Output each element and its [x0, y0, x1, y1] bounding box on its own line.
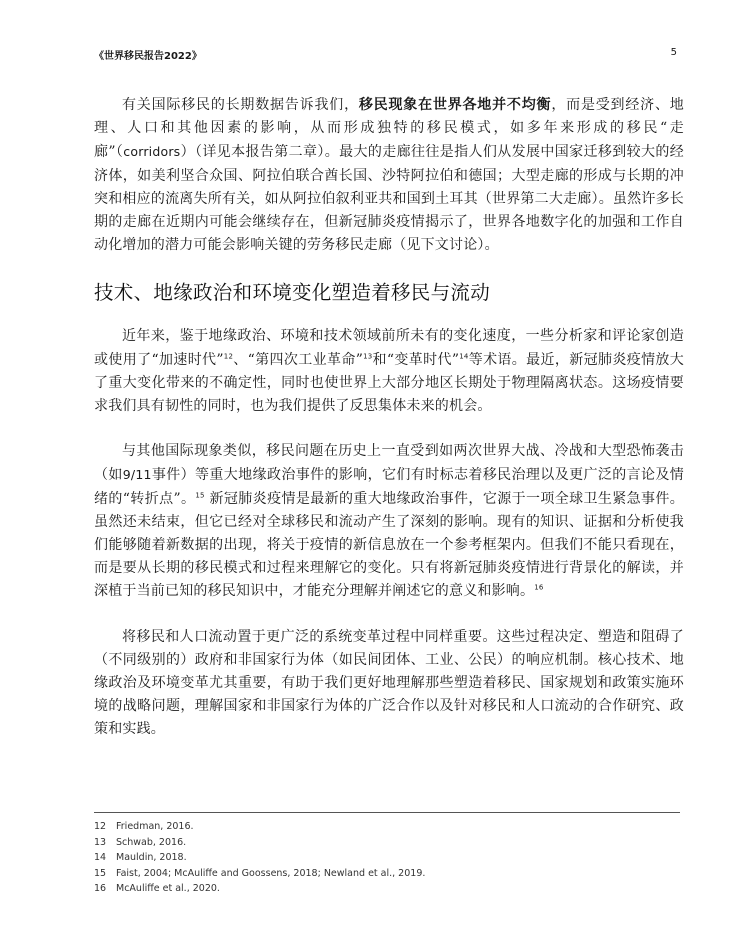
text-run: 新冠肺炎疫情是最新的重大地缘政治事件，它源于一项全球卫生紧急事件。虽然还未结束，但它已经对全球移民和流动产生了深刻的影响。现有的知识、证据和分析使我们能够随着新数据的出现，将关于疫情的新信息放在一个参考框架内。但我们不能只看现在，而是要从长期的移民模式和过程来理解它的变化。只有将新冠肺炎疫情进行背景化的解读，并深植于当前已知的移民知识中，才能充分理解并阐述它的意义和影响。	[94, 490, 685, 600]
footnote-ref-15[interactable]: 15	[195, 490, 205, 499]
text-run: ，而是受到经济、地理、人口和其他因素的影响，从而形成独特的移民模式，如多年来形成的移民“走廊”（	[94, 97, 684, 161]
page-body	[94, 94, 684, 742]
footnote-item	[94, 866, 425, 882]
footnote-number: 16	[94, 883, 107, 895]
footnote-item	[94, 881, 425, 897]
text-run: 、“第四次工业革命”	[233, 351, 364, 368]
footnote-text: Friedman, 2016.	[116, 821, 194, 832]
footnote-item	[94, 819, 425, 835]
page-number: 5	[670, 47, 677, 58]
text-run: 近年来，鉴于地缘政治、环境和技术领域前所未有的变化速度，一些分析家和评论家创造或使用了“加速时代”	[94, 328, 684, 368]
paragraph-3	[94, 440, 684, 603]
footnote-divider	[94, 812, 680, 813]
footnote-ref-12[interactable]: 12	[223, 351, 234, 360]
latin-term: corridors	[123, 144, 181, 160]
footnote-number: 12	[94, 821, 107, 832]
report-title: 《世界移民报告2022》	[94, 51, 202, 62]
footnote-number: 15	[94, 867, 107, 879]
footnote-ref-13[interactable]: 13	[363, 351, 373, 360]
section-heading: 技术、地缘政治和环境变化塑造着移民与流动	[94, 281, 491, 305]
footnote-ref-16[interactable]: 16	[534, 583, 544, 592]
footnote-text: Faist, 2004; McAuliffe and Goossens, 2018; Newland et al., 2019.	[116, 867, 426, 879]
footnote-item	[94, 835, 425, 851]
footnote-text: Schwab, 2016.	[116, 836, 187, 848]
footnote-number: 14	[94, 852, 107, 864]
bold-emphasis: 移民现象在世界各地并不均衡	[358, 97, 552, 113]
footnotes	[94, 819, 425, 897]
footnote-text: McAuliffe et al., 2020.	[116, 883, 220, 895]
paragraph-2	[94, 325, 684, 418]
text-run: ）（详见本报告第二章）。最大的走廊往往是指人们从发展中国家迁移到较大的经济体，如美利坚合众国、阿拉伯联合酋长国、沙特阿拉伯和德国；大型走廊的形成与长期的冲突和相应的流离失所有关，如从阿拉伯叙利亚共和国到土耳其（世界第二大走廊）。虽然许多长期的走廊在近期内可能会继续存在，但新冠肺炎疫情揭示了，世界各地数字化的加强和工作自动化增加的潜力可能会影响关键的劳务移民走廊（见下文讨论）。	[94, 144, 684, 254]
text-run: 有关国际移民的长期数据告诉我们，	[122, 97, 359, 113]
paragraph-1	[94, 94, 684, 257]
text-run: 和“变革时代”	[372, 351, 460, 368]
text-run: 与其他国际现象类似，移民问题在历史上一直受到如两次世界大战、冷战和大型恐怖袭击（如	[94, 443, 684, 484]
footnote-text: Mauldin, 2018.	[116, 852, 187, 864]
text-run: 等术语。最近，新冠肺炎疫情放大了重大变化带来的不确定性，同时也使世界上大部分地区长期处于物理隔离状态。这场疫情要求我们具有韧性的同时，也为我们提供了反思集体未来的机会。	[94, 351, 684, 415]
paragraph-4: 将移民和人口流动置于更广泛的系统变革过程中同样重要。这些过程决定、塑造和阻碍了（不同级别的）政府和非国家行为体（如民间团体、工业、公民）的响应机制。核心技术、地缘政治及环境变革尤其重要，有助于我们更好地理解那些塑造着移民、国家规划和政策实施环境的战略问题，理解国家和非国家行为体的广泛合作以及针对移民和人口流动的合作研究、政策和实践。	[94, 628, 684, 738]
page-header	[94, 47, 677, 63]
text-run: 事件）等重大地缘政治事件的影响，它们有时标志着移民治理以及更广泛的言论及情绪的“转折点”。	[94, 467, 684, 507]
footnote-number: 13	[94, 836, 107, 848]
footnote-ref-14[interactable]: 14	[459, 351, 469, 360]
latin-term: 9/11	[122, 467, 152, 483]
footnote-item	[94, 850, 425, 866]
